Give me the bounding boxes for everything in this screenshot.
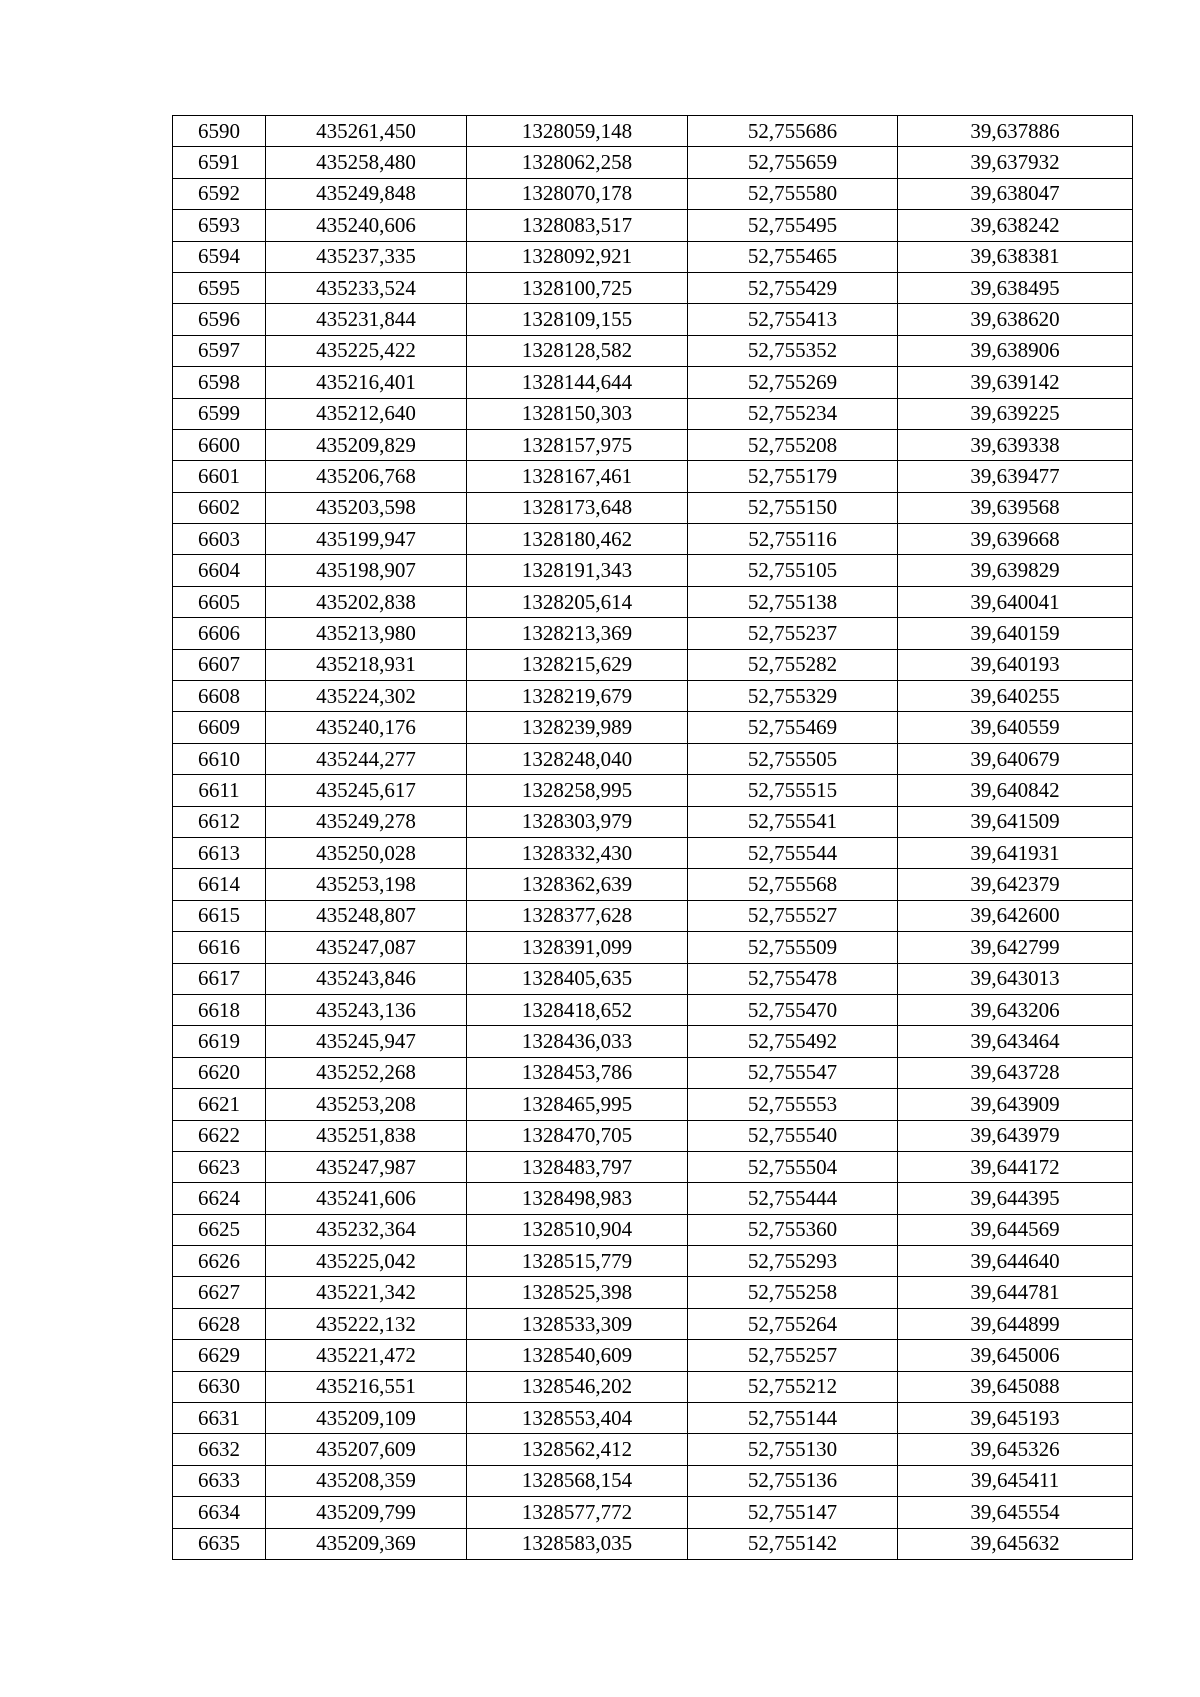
- latitude-cell: 52,755264: [688, 1308, 898, 1339]
- x-coordinate-cell: 435209,369: [266, 1528, 467, 1559]
- x-coordinate-cell: 435249,848: [266, 178, 467, 209]
- table-row: [173, 869, 1133, 900]
- y-coordinate-cell: 1328205,614: [467, 586, 688, 617]
- table-row: [173, 1308, 1133, 1339]
- longitude-cell: 39,640559: [898, 712, 1133, 743]
- longitude-cell: 39,639142: [898, 367, 1133, 398]
- longitude-cell: 39,645193: [898, 1403, 1133, 1434]
- y-coordinate-cell: 1328150,303: [467, 398, 688, 429]
- point-number-cell: 6596: [173, 304, 266, 335]
- table-row: [173, 1026, 1133, 1057]
- longitude-cell: 39,644569: [898, 1214, 1133, 1245]
- y-coordinate-cell: 1328258,995: [467, 775, 688, 806]
- y-coordinate-cell: 1328483,797: [467, 1151, 688, 1182]
- x-coordinate-cell: 435245,947: [266, 1026, 467, 1057]
- table-row: [173, 1151, 1133, 1182]
- point-number-cell: 6624: [173, 1183, 266, 1214]
- table-row: [173, 1434, 1133, 1465]
- longitude-cell: 39,638381: [898, 241, 1133, 272]
- x-coordinate-cell: 435216,401: [266, 367, 467, 398]
- longitude-cell: 39,638620: [898, 304, 1133, 335]
- x-coordinate-cell: 435202,838: [266, 586, 467, 617]
- point-number-cell: 6608: [173, 681, 266, 712]
- point-number-cell: 6631: [173, 1403, 266, 1434]
- latitude-cell: 52,755470: [688, 994, 898, 1025]
- latitude-cell: 52,755136: [688, 1465, 898, 1496]
- x-coordinate-cell: 435208,359: [266, 1465, 467, 1496]
- point-number-cell: 6635: [173, 1528, 266, 1559]
- y-coordinate-cell: 1328453,786: [467, 1057, 688, 1088]
- point-number-cell: 6615: [173, 900, 266, 931]
- table-row: [173, 932, 1133, 963]
- longitude-cell: 39,643464: [898, 1026, 1133, 1057]
- x-coordinate-cell: 435252,268: [266, 1057, 467, 1088]
- x-coordinate-cell: 435232,364: [266, 1214, 467, 1245]
- x-coordinate-cell: 435245,617: [266, 775, 467, 806]
- point-number-cell: 6620: [173, 1057, 266, 1088]
- x-coordinate-cell: 435240,606: [266, 210, 467, 241]
- table-row: [173, 116, 1133, 147]
- latitude-cell: 52,755150: [688, 492, 898, 523]
- y-coordinate-cell: 1328362,639: [467, 869, 688, 900]
- y-coordinate-cell: 1328303,979: [467, 806, 688, 837]
- longitude-cell: 39,639225: [898, 398, 1133, 429]
- point-number-cell: 6592: [173, 178, 266, 209]
- y-coordinate-cell: 1328219,679: [467, 681, 688, 712]
- latitude-cell: 52,755469: [688, 712, 898, 743]
- longitude-cell: 39,641509: [898, 806, 1133, 837]
- point-number-cell: 6619: [173, 1026, 266, 1057]
- table-row: [173, 1497, 1133, 1528]
- longitude-cell: 39,644640: [898, 1246, 1133, 1277]
- x-coordinate-cell: 435224,302: [266, 681, 467, 712]
- longitude-cell: 39,644172: [898, 1151, 1133, 1182]
- point-number-cell: 6600: [173, 429, 266, 460]
- latitude-cell: 52,755237: [688, 618, 898, 649]
- latitude-cell: 52,755144: [688, 1403, 898, 1434]
- point-number-cell: 6609: [173, 712, 266, 743]
- longitude-cell: 39,644899: [898, 1308, 1133, 1339]
- y-coordinate-cell: 1328533,309: [467, 1308, 688, 1339]
- y-coordinate-cell: 1328070,178: [467, 178, 688, 209]
- point-number-cell: 6605: [173, 586, 266, 617]
- latitude-cell: 52,755540: [688, 1120, 898, 1151]
- latitude-cell: 52,755142: [688, 1528, 898, 1559]
- point-number-cell: 6598: [173, 367, 266, 398]
- table-row: [173, 618, 1133, 649]
- point-number-cell: 6590: [173, 116, 266, 147]
- longitude-cell: 39,645632: [898, 1528, 1133, 1559]
- latitude-cell: 52,755105: [688, 555, 898, 586]
- latitude-cell: 52,755179: [688, 461, 898, 492]
- latitude-cell: 52,755553: [688, 1089, 898, 1120]
- longitude-cell: 39,643909: [898, 1089, 1133, 1120]
- y-coordinate-cell: 1328546,202: [467, 1371, 688, 1402]
- y-coordinate-cell: 1328510,904: [467, 1214, 688, 1245]
- y-coordinate-cell: 1328109,155: [467, 304, 688, 335]
- point-number-cell: 6594: [173, 241, 266, 272]
- point-number-cell: 6591: [173, 147, 266, 178]
- longitude-cell: 39,642379: [898, 869, 1133, 900]
- x-coordinate-cell: 435209,109: [266, 1403, 467, 1434]
- longitude-cell: 39,642799: [898, 932, 1133, 963]
- x-coordinate-cell: 435209,829: [266, 429, 467, 460]
- point-number-cell: 6617: [173, 963, 266, 994]
- latitude-cell: 52,755444: [688, 1183, 898, 1214]
- y-coordinate-cell: 1328498,983: [467, 1183, 688, 1214]
- y-coordinate-cell: 1328092,921: [467, 241, 688, 272]
- y-coordinate-cell: 1328377,628: [467, 900, 688, 931]
- point-number-cell: 6612: [173, 806, 266, 837]
- table-row: [173, 272, 1133, 303]
- x-coordinate-cell: 435231,844: [266, 304, 467, 335]
- longitude-cell: 39,640255: [898, 681, 1133, 712]
- point-number-cell: 6634: [173, 1497, 266, 1528]
- table-row: [173, 1214, 1133, 1245]
- point-number-cell: 6595: [173, 272, 266, 303]
- point-number-cell: 6627: [173, 1277, 266, 1308]
- latitude-cell: 52,755234: [688, 398, 898, 429]
- table-row: [173, 461, 1133, 492]
- table-row: [173, 712, 1133, 743]
- table-row: [173, 1246, 1133, 1277]
- latitude-cell: 52,755282: [688, 649, 898, 680]
- y-coordinate-cell: 1328083,517: [467, 210, 688, 241]
- latitude-cell: 52,755429: [688, 272, 898, 303]
- x-coordinate-cell: 435216,551: [266, 1371, 467, 1402]
- table-row: [173, 241, 1133, 272]
- latitude-cell: 52,755147: [688, 1497, 898, 1528]
- y-coordinate-cell: 1328436,033: [467, 1026, 688, 1057]
- y-coordinate-cell: 1328191,343: [467, 555, 688, 586]
- table-row: [173, 649, 1133, 680]
- table-row: [173, 1057, 1133, 1088]
- table-row: [173, 743, 1133, 774]
- longitude-cell: 39,639338: [898, 429, 1133, 460]
- point-number-cell: 6633: [173, 1465, 266, 1496]
- table-row: [173, 398, 1133, 429]
- y-coordinate-cell: 1328062,258: [467, 147, 688, 178]
- y-coordinate-cell: 1328562,412: [467, 1434, 688, 1465]
- latitude-cell: 52,755495: [688, 210, 898, 241]
- point-number-cell: 6614: [173, 869, 266, 900]
- x-coordinate-cell: 435243,136: [266, 994, 467, 1025]
- longitude-cell: 39,639568: [898, 492, 1133, 523]
- table-row: [173, 1528, 1133, 1559]
- longitude-cell: 39,640842: [898, 775, 1133, 806]
- y-coordinate-cell: 1328583,035: [467, 1528, 688, 1559]
- table-row: [173, 147, 1133, 178]
- table-row: [173, 806, 1133, 837]
- table-row: [173, 1120, 1133, 1151]
- table-row: [173, 335, 1133, 366]
- coordinates-table-body: [173, 116, 1133, 1560]
- table-row: [173, 210, 1133, 241]
- x-coordinate-cell: 435247,987: [266, 1151, 467, 1182]
- point-number-cell: 6593: [173, 210, 266, 241]
- table-row: [173, 1277, 1133, 1308]
- latitude-cell: 52,755659: [688, 147, 898, 178]
- table-row: [173, 524, 1133, 555]
- point-number-cell: 6626: [173, 1246, 266, 1277]
- point-number-cell: 6610: [173, 743, 266, 774]
- latitude-cell: 52,755541: [688, 806, 898, 837]
- point-number-cell: 6628: [173, 1308, 266, 1339]
- longitude-cell: 39,645326: [898, 1434, 1133, 1465]
- y-coordinate-cell: 1328418,652: [467, 994, 688, 1025]
- latitude-cell: 52,755492: [688, 1026, 898, 1057]
- y-coordinate-cell: 1328525,398: [467, 1277, 688, 1308]
- x-coordinate-cell: 435237,335: [266, 241, 467, 272]
- longitude-cell: 39,639829: [898, 555, 1133, 586]
- longitude-cell: 39,640041: [898, 586, 1133, 617]
- latitude-cell: 52,755360: [688, 1214, 898, 1245]
- point-number-cell: 6625: [173, 1214, 266, 1245]
- x-coordinate-cell: 435212,640: [266, 398, 467, 429]
- longitude-cell: 39,645006: [898, 1340, 1133, 1371]
- y-coordinate-cell: 1328144,644: [467, 367, 688, 398]
- longitude-cell: 39,640159: [898, 618, 1133, 649]
- longitude-cell: 39,643979: [898, 1120, 1133, 1151]
- x-coordinate-cell: 435253,198: [266, 869, 467, 900]
- x-coordinate-cell: 435221,472: [266, 1340, 467, 1371]
- y-coordinate-cell: 1328553,404: [467, 1403, 688, 1434]
- point-number-cell: 6599: [173, 398, 266, 429]
- x-coordinate-cell: 435199,947: [266, 524, 467, 555]
- table-row: [173, 1183, 1133, 1214]
- point-number-cell: 6622: [173, 1120, 266, 1151]
- y-coordinate-cell: 1328059,148: [467, 116, 688, 147]
- table-row: [173, 1089, 1133, 1120]
- longitude-cell: 39,638242: [898, 210, 1133, 241]
- y-coordinate-cell: 1328568,154: [467, 1465, 688, 1496]
- x-coordinate-cell: 435233,524: [266, 272, 467, 303]
- x-coordinate-cell: 435222,132: [266, 1308, 467, 1339]
- y-coordinate-cell: 1328128,582: [467, 335, 688, 366]
- latitude-cell: 52,755138: [688, 586, 898, 617]
- table-row: [173, 1465, 1133, 1496]
- longitude-cell: 39,643728: [898, 1057, 1133, 1088]
- x-coordinate-cell: 435243,846: [266, 963, 467, 994]
- point-number-cell: 6607: [173, 649, 266, 680]
- latitude-cell: 52,755329: [688, 681, 898, 712]
- longitude-cell: 39,640679: [898, 743, 1133, 774]
- table-row: [173, 1403, 1133, 1434]
- latitude-cell: 52,755130: [688, 1434, 898, 1465]
- longitude-cell: 39,638047: [898, 178, 1133, 209]
- longitude-cell: 39,643013: [898, 963, 1133, 994]
- longitude-cell: 39,638906: [898, 335, 1133, 366]
- table-row: [173, 555, 1133, 586]
- longitude-cell: 39,640193: [898, 649, 1133, 680]
- y-coordinate-cell: 1328515,779: [467, 1246, 688, 1277]
- x-coordinate-cell: 435248,807: [266, 900, 467, 931]
- latitude-cell: 52,755413: [688, 304, 898, 335]
- longitude-cell: 39,644395: [898, 1183, 1133, 1214]
- longitude-cell: 39,639477: [898, 461, 1133, 492]
- longitude-cell: 39,645554: [898, 1497, 1133, 1528]
- point-number-cell: 6602: [173, 492, 266, 523]
- point-number-cell: 6597: [173, 335, 266, 366]
- y-coordinate-cell: 1328332,430: [467, 837, 688, 868]
- latitude-cell: 52,755568: [688, 869, 898, 900]
- point-number-cell: 6604: [173, 555, 266, 586]
- latitude-cell: 52,755465: [688, 241, 898, 272]
- latitude-cell: 52,755544: [688, 837, 898, 868]
- y-coordinate-cell: 1328540,609: [467, 1340, 688, 1371]
- table-row: [173, 775, 1133, 806]
- latitude-cell: 52,755504: [688, 1151, 898, 1182]
- y-coordinate-cell: 1328100,725: [467, 272, 688, 303]
- y-coordinate-cell: 1328577,772: [467, 1497, 688, 1528]
- table-row: [173, 367, 1133, 398]
- latitude-cell: 52,755212: [688, 1371, 898, 1402]
- point-number-cell: 6618: [173, 994, 266, 1025]
- y-coordinate-cell: 1328213,369: [467, 618, 688, 649]
- x-coordinate-cell: 435213,980: [266, 618, 467, 649]
- latitude-cell: 52,755257: [688, 1340, 898, 1371]
- table-row: [173, 178, 1133, 209]
- longitude-cell: 39,639668: [898, 524, 1133, 555]
- table-row: [173, 837, 1133, 868]
- latitude-cell: 52,755580: [688, 178, 898, 209]
- coordinates-table: [172, 115, 1133, 1560]
- y-coordinate-cell: 1328465,995: [467, 1089, 688, 1120]
- latitude-cell: 52,755515: [688, 775, 898, 806]
- longitude-cell: 39,644781: [898, 1277, 1133, 1308]
- x-coordinate-cell: 435225,042: [266, 1246, 467, 1277]
- longitude-cell: 39,645411: [898, 1465, 1133, 1496]
- latitude-cell: 52,755509: [688, 932, 898, 963]
- x-coordinate-cell: 435241,606: [266, 1183, 467, 1214]
- longitude-cell: 39,645088: [898, 1371, 1133, 1402]
- point-number-cell: 6621: [173, 1089, 266, 1120]
- latitude-cell: 52,755527: [688, 900, 898, 931]
- table-row: [173, 963, 1133, 994]
- latitude-cell: 52,755352: [688, 335, 898, 366]
- table-row: [173, 1340, 1133, 1371]
- x-coordinate-cell: 435225,422: [266, 335, 467, 366]
- latitude-cell: 52,755505: [688, 743, 898, 774]
- table-row: [173, 586, 1133, 617]
- longitude-cell: 39,643206: [898, 994, 1133, 1025]
- y-coordinate-cell: 1328391,099: [467, 932, 688, 963]
- y-coordinate-cell: 1328173,648: [467, 492, 688, 523]
- table-row: [173, 681, 1133, 712]
- table-row: [173, 1371, 1133, 1402]
- x-coordinate-cell: 435253,208: [266, 1089, 467, 1120]
- point-number-cell: 6601: [173, 461, 266, 492]
- point-number-cell: 6611: [173, 775, 266, 806]
- latitude-cell: 52,755293: [688, 1246, 898, 1277]
- latitude-cell: 52,755686: [688, 116, 898, 147]
- x-coordinate-cell: 435218,931: [266, 649, 467, 680]
- x-coordinate-cell: 435250,028: [266, 837, 467, 868]
- x-coordinate-cell: 435207,609: [266, 1434, 467, 1465]
- table-row: [173, 900, 1133, 931]
- latitude-cell: 52,755547: [688, 1057, 898, 1088]
- point-number-cell: 6616: [173, 932, 266, 963]
- y-coordinate-cell: 1328180,462: [467, 524, 688, 555]
- point-number-cell: 6606: [173, 618, 266, 649]
- y-coordinate-cell: 1328215,629: [467, 649, 688, 680]
- latitude-cell: 52,755478: [688, 963, 898, 994]
- point-number-cell: 6632: [173, 1434, 266, 1465]
- x-coordinate-cell: 435221,342: [266, 1277, 467, 1308]
- x-coordinate-cell: 435247,087: [266, 932, 467, 963]
- point-number-cell: 6623: [173, 1151, 266, 1182]
- y-coordinate-cell: 1328239,989: [467, 712, 688, 743]
- longitude-cell: 39,637932: [898, 147, 1133, 178]
- table-row: [173, 492, 1133, 523]
- x-coordinate-cell: 435249,278: [266, 806, 467, 837]
- table-row: [173, 994, 1133, 1025]
- x-coordinate-cell: 435209,799: [266, 1497, 467, 1528]
- point-number-cell: 6630: [173, 1371, 266, 1402]
- x-coordinate-cell: 435261,450: [266, 116, 467, 147]
- y-coordinate-cell: 1328167,461: [467, 461, 688, 492]
- x-coordinate-cell: 435240,176: [266, 712, 467, 743]
- y-coordinate-cell: 1328248,040: [467, 743, 688, 774]
- table-row: [173, 429, 1133, 460]
- x-coordinate-cell: 435206,768: [266, 461, 467, 492]
- x-coordinate-cell: 435244,277: [266, 743, 467, 774]
- longitude-cell: 39,641931: [898, 837, 1133, 868]
- table-row: [173, 304, 1133, 335]
- x-coordinate-cell: 435203,598: [266, 492, 467, 523]
- point-number-cell: 6613: [173, 837, 266, 868]
- latitude-cell: 52,755269: [688, 367, 898, 398]
- point-number-cell: 6629: [173, 1340, 266, 1371]
- latitude-cell: 52,755116: [688, 524, 898, 555]
- x-coordinate-cell: 435251,838: [266, 1120, 467, 1151]
- y-coordinate-cell: 1328405,635: [467, 963, 688, 994]
- longitude-cell: 39,637886: [898, 116, 1133, 147]
- x-coordinate-cell: 435258,480: [266, 147, 467, 178]
- x-coordinate-cell: 435198,907: [266, 555, 467, 586]
- longitude-cell: 39,638495: [898, 272, 1133, 303]
- latitude-cell: 52,755208: [688, 429, 898, 460]
- y-coordinate-cell: 1328470,705: [467, 1120, 688, 1151]
- y-coordinate-cell: 1328157,975: [467, 429, 688, 460]
- longitude-cell: 39,642600: [898, 900, 1133, 931]
- latitude-cell: 52,755258: [688, 1277, 898, 1308]
- point-number-cell: 6603: [173, 524, 266, 555]
